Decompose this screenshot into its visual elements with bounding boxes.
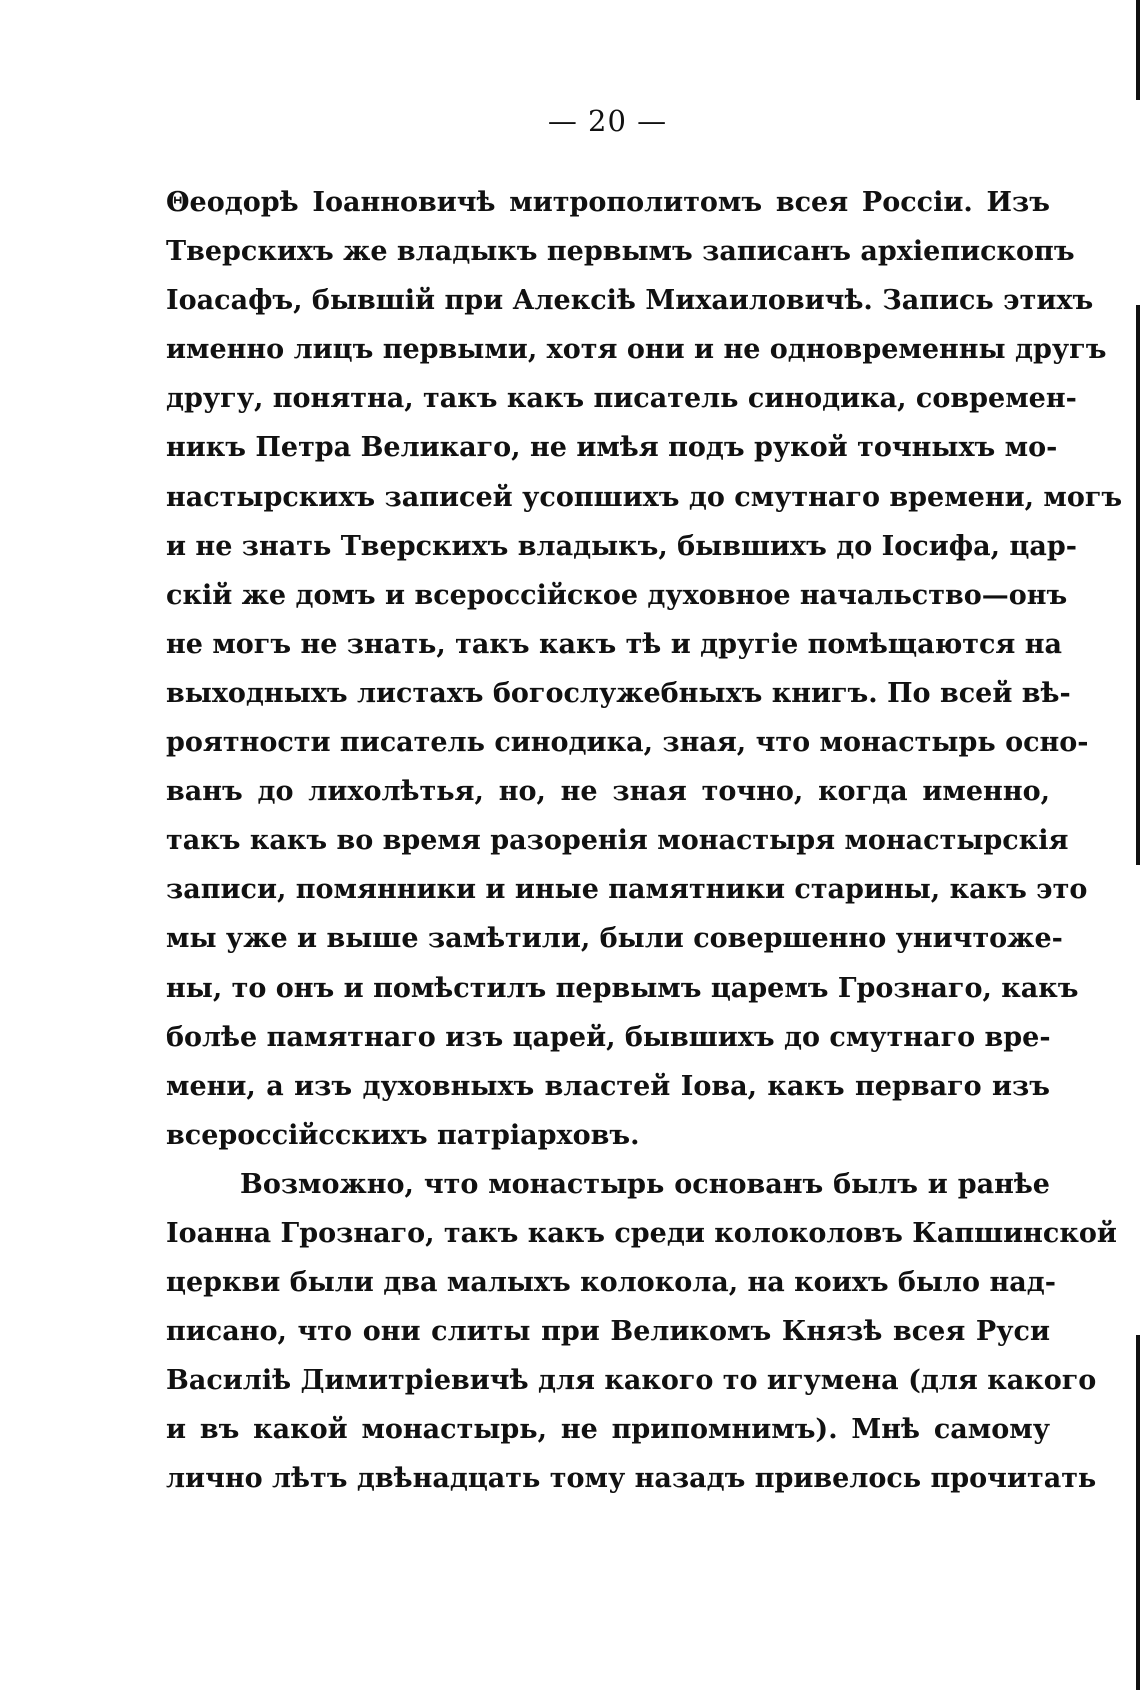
text-line: выходныхъ листахъ богослужебныхъ книгъ. По всей вѣ- xyxy=(166,677,1071,709)
page-number: — 20 — xyxy=(547,104,668,138)
text-line: скій же домъ и всероссійское духовное начальство—онъ xyxy=(166,579,1068,611)
text-line: не могъ не знать, такъ какъ тѣ и другіе помѣщаются на xyxy=(166,628,1063,660)
text-line: Тверскихъ же владыкъ первымъ записанъ архіепископъ xyxy=(166,236,1075,268)
text-line: Іоасафъ, бывшій при Алексіѣ Михаиловичѣ. Запись этихъ xyxy=(166,285,1094,317)
text-line: именно лицъ первыми, хотя они и не одновременны другъ xyxy=(166,334,1107,366)
text-line: ванъ до лихолѣтья, но, не зная точно, когда именно, xyxy=(166,776,1050,808)
page-edge-mark xyxy=(1136,0,1140,100)
text-line: роятности писатель синодика, зная, что монастырь осно- xyxy=(166,727,1089,759)
text-line: настырскихъ записей усопшихъ до смутнаго времени, могъ xyxy=(166,481,1123,513)
text-line: болѣе памятнаго изъ царей, бывшихъ до смутнаго вре- xyxy=(166,1021,1051,1053)
text-line: записи, помянники и иные памятники старины, какъ это xyxy=(166,874,1088,906)
paragraph-first-line: Возможно, что монастырь основанъ былъ и ранѣе xyxy=(240,1168,1050,1200)
text-line: Іоанна Грознаго, такъ какъ среди колоколовъ Капшинской xyxy=(166,1217,1117,1249)
text-line: церкви были два малыхъ колокола, на коихъ было над- xyxy=(166,1267,1056,1299)
text-line: мени, а изъ духовныхъ властей Іова, какъ перваго изъ xyxy=(166,1070,1050,1102)
text-line: другу, понятна, такъ какъ писатель синодика, современ- xyxy=(166,383,1077,415)
text-line: такъ какъ во время разоренія монастыря монастырскія xyxy=(166,825,1069,857)
text-line: всероссійсскихъ патріарховъ. xyxy=(166,1119,640,1151)
text-line: мы уже и выше замѣтили, были совершенно уничтоже- xyxy=(166,923,1063,955)
text-line: писано, что они слиты при Великомъ Князѣ всея Руси xyxy=(166,1316,1050,1348)
text-line: лично лѣтъ двѣнадцать тому назадъ привелось прочитать xyxy=(166,1463,1097,1495)
page-edge-mark xyxy=(1136,1335,1140,1690)
text-line: никъ Петра Великаго, не имѣя подъ рукой точныхъ мо- xyxy=(166,432,1058,464)
text-line: и въ какой монастырь, не припомнимъ). Мнѣ самому xyxy=(166,1414,1050,1446)
body-text xyxy=(166,178,1123,1504)
text-line: и не знать Тверскихъ владыкъ, бывшихъ до Іосифа, цар- xyxy=(166,530,1077,562)
text-line: Василіѣ Димитріевичѣ для какого то игумена (для какого xyxy=(166,1365,1097,1397)
text-line: Θеодорѣ Іоанновичѣ митрополитомъ всея Россіи. Изъ xyxy=(166,187,1050,218)
text-line: ны, то онъ и помѣстилъ первымъ царемъ Грознаго, какъ xyxy=(166,972,1079,1004)
page-edge-mark xyxy=(1136,305,1140,865)
